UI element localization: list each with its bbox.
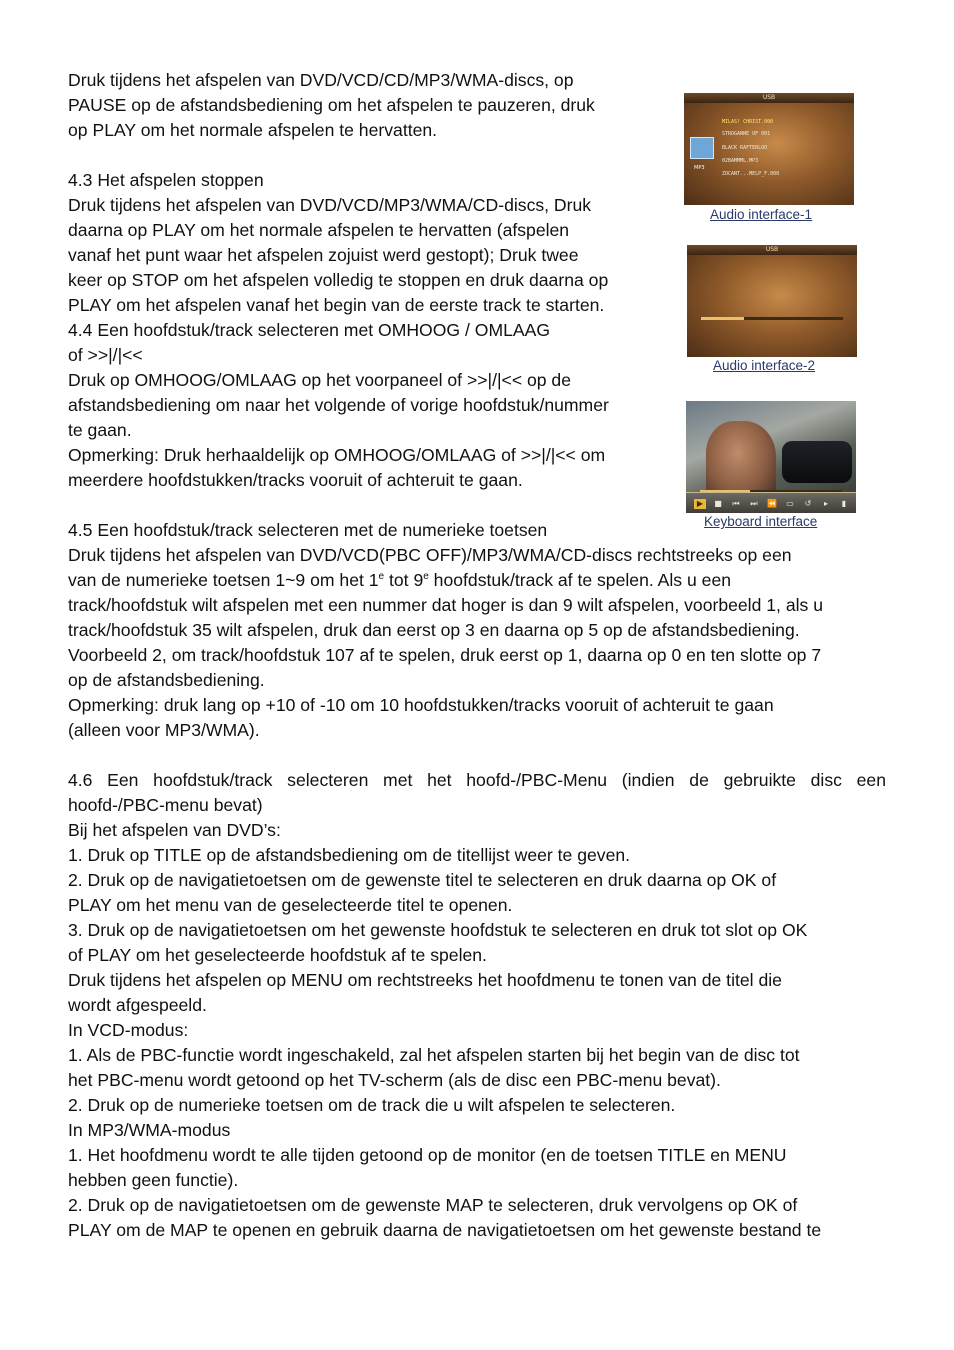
text-line: 2. Druk op de navigatietoetsen om de gewenste titel te selecteren en druk daarna op OK of <box>68 870 777 890</box>
text-line: te gaan. <box>68 420 132 440</box>
stop-icon: ■ <box>714 499 722 508</box>
text-line: In MP3/WMA-modus <box>68 1120 231 1140</box>
text-line: track/hoofdstuk 35 wilt afspelen, druk dan eerst op 3 en daarna op 5 op de afstandsbediening. <box>68 620 800 640</box>
text-line: 2. Druk op de navigatietoetsen om de gewenste MAP te selecteren, druk vervolgens op OK of <box>68 1195 798 1215</box>
stop-paragraph <box>68 193 668 318</box>
repeat-icon: ↺ <box>804 499 812 508</box>
text-line: 4.4 Een hoofdstuk/track selecteren met OMHOOG / OMLAAG <box>68 320 551 340</box>
superscript: e <box>423 571 429 582</box>
text-span: hoofdstuk/track af te spelen. Als u een <box>428 570 732 590</box>
previous-icon: ⏮ <box>732 499 740 508</box>
folder-icon <box>690 137 714 159</box>
text-line: of >>|/|<< <box>68 345 143 365</box>
text-line: of PLAY om het geselecteerde hoofdstuk af te spelen. <box>68 945 487 965</box>
text-line: op de afstandsbediening. <box>68 670 265 690</box>
next-icon: ⏭ <box>750 499 758 508</box>
screen-icon: ▭ <box>786 499 794 508</box>
text-line: Druk tijdens het afspelen op MENU om rechtstreeks het hoofdmenu te tonen van de titel die <box>68 970 782 990</box>
text-line: wordt afgespeeld. <box>68 995 207 1015</box>
audio-interface-2-figure <box>687 245 857 373</box>
heading-4-4 <box>68 318 668 368</box>
figure-caption: Audio interface-2 <box>713 358 816 373</box>
keyboard-interface-figure <box>686 401 856 529</box>
full-column <box>68 518 886 1243</box>
text-line: vanaf het punt waar het afspelen zojuist werd gestopt); Druk twee <box>68 245 579 265</box>
file-row: STROGANNE OF 001 <box>722 131 771 137</box>
file-row: 02BAMMML.MP3 <box>722 158 759 164</box>
signal-icon: ▮ <box>841 499 847 508</box>
text-line <box>68 568 886 593</box>
file-row: MILAS! CHRIST.000 <box>722 119 774 125</box>
text-line: meerdere hoofdstukken/tracks vooruit of achteruit te gaan. <box>68 470 523 490</box>
figure-caption: Audio interface-1 <box>710 207 813 222</box>
menu-paragraph <box>68 818 886 1243</box>
heading-4-5: 4.5 Een hoofdstuk/track selecteren met de numerieke toetsen <box>68 520 548 540</box>
text-line: 1. Het hoofdmenu wordt te alle tijden getoond op de monitor (en de toetsen TITLE en MENU <box>68 1145 787 1165</box>
video-frame-person <box>706 421 776 501</box>
pause-paragraph <box>68 68 668 143</box>
text-span: tot 9 <box>384 570 424 590</box>
text-line: In VCD-modus: <box>68 1020 189 1040</box>
heading-4-3: 4.3 Het afspelen stoppen <box>68 170 264 190</box>
text-line: track/hoofdstuk wilt afspelen met een nummer dat hoger is dan 9 wilt afspelen, voorbeeld 1, als u <box>68 595 823 615</box>
text-line: 3. Druk op de navigatietoetsen om het gewenste hoofdstuk te selecteren en druk tot slot op OK <box>68 920 808 940</box>
text-line: Druk tijdens het afspelen van DVD/VCD/MP3/WMA/CD-discs, Druk <box>68 195 592 215</box>
text-line: Bij het afspelen van DVD’s: <box>68 820 281 840</box>
keyboard-interface-screenshot <box>686 401 856 513</box>
audio-interface-2-screenshot <box>687 245 857 357</box>
play-icon: ▶ <box>694 499 706 509</box>
file-row: BLACK RAFTERLOO <box>722 145 768 151</box>
text-line: hoofd-/PBC-menu bevat) <box>68 795 263 815</box>
text-line: op PLAY om het normale afspelen te hervatten. <box>68 120 438 140</box>
text-line: PLAY om de MAP te openen en gebruik daarna de navigatietoetsen om het gewenste bestand te <box>68 1220 822 1240</box>
text-line: daarna op PLAY om het normale afspelen te hervatten (afspelen <box>68 220 570 240</box>
text-line: PLAY om het menu van de geselecteerde titel te openen. <box>68 895 513 915</box>
figure-caption: Keyboard interface <box>704 514 818 529</box>
folder-label: MP3 <box>694 165 705 171</box>
heading-4-6 <box>68 768 886 818</box>
text-line: afstandsbediening om naar het volgende of vorige hoofdstuk/nummer <box>68 395 609 415</box>
screen-title: USB <box>762 94 776 101</box>
audio-interface-1-screenshot <box>684 93 854 205</box>
file-row: ZOCANT...MELP_F.000 <box>722 171 780 177</box>
text-line: 1. Als de PBC-functie wordt ingeschakeld, zal het afspelen starten bij het begin van de disc tot <box>68 1045 800 1065</box>
numeric-paragraph <box>68 543 886 743</box>
text-line: Opmerking: Druk herhaaldelijk op OMHOOG/OMLAAG of >>|/|<< om <box>68 445 606 465</box>
text-line: hebben geen functie). <box>68 1170 239 1190</box>
updown-paragraph <box>68 368 668 443</box>
text-line: 2. Druk op de numerieke toetsen om de track die u wilt afspelen te selecteren. <box>68 1095 676 1115</box>
text-line: Voorbeeld 2, om track/hoofdstuk 107 af te spelen, druk eerst op 1, daarna op 0 en ten slotte op 7 <box>68 645 822 665</box>
text-line: Druk op OMHOOG/OMLAAG op het voorpaneel of >>|/|<< op de <box>68 370 572 390</box>
playback-progress <box>701 317 843 320</box>
text-line: Druk tijdens het afspelen van DVD/VCD(PBC OFF)/MP3/WMA/CD-discs rechtstreeks op een <box>68 545 792 565</box>
superscript: e <box>378 571 385 582</box>
forward-icon: ▸ <box>823 499 828 508</box>
text-line: PLAY om het afspelen vanaf het begin van de eerste track te starten. <box>68 295 605 315</box>
text-span: van de numerieke toetsen 1~9 om het 1 <box>68 570 379 590</box>
text-line: 4.6 Een hoofdstuk/track selecteren met het hoofd-/PBC-Menu (indien de gebruikte disc een <box>68 770 886 790</box>
text-line: keer op STOP om het afspelen volledig te stoppen en druk daarna op <box>68 270 609 290</box>
rewind-icon: ⏪ <box>767 499 777 508</box>
audio-interface-1-figure <box>684 93 854 222</box>
control-bar <box>686 492 856 513</box>
text-line: Opmerking: druk lang op +10 of -10 om 10 hoofdstukken/tracks vooruit of achteruit te gaan <box>68 695 774 715</box>
text-line: (alleen voor MP3/WMA). <box>68 720 260 740</box>
screen-title: USB <box>765 246 779 253</box>
top-column <box>68 68 668 493</box>
updown-note <box>68 443 668 493</box>
text-line: Druk tijdens het afspelen van DVD/VCD/CD/MP3/WMA-discs, op <box>68 70 574 90</box>
video-frame-car <box>782 441 852 483</box>
text-line: 1. Druk op TITLE op de afstandsbediening om de titellijst weer te geven. <box>68 845 631 865</box>
text-line: het PBC-menu wordt getoond op het TV-scherm (als de disc een PBC-menu bevat). <box>68 1070 721 1090</box>
text-line: PAUSE op de afstandsbediening om het afspelen te pauzeren, druk <box>68 95 595 115</box>
